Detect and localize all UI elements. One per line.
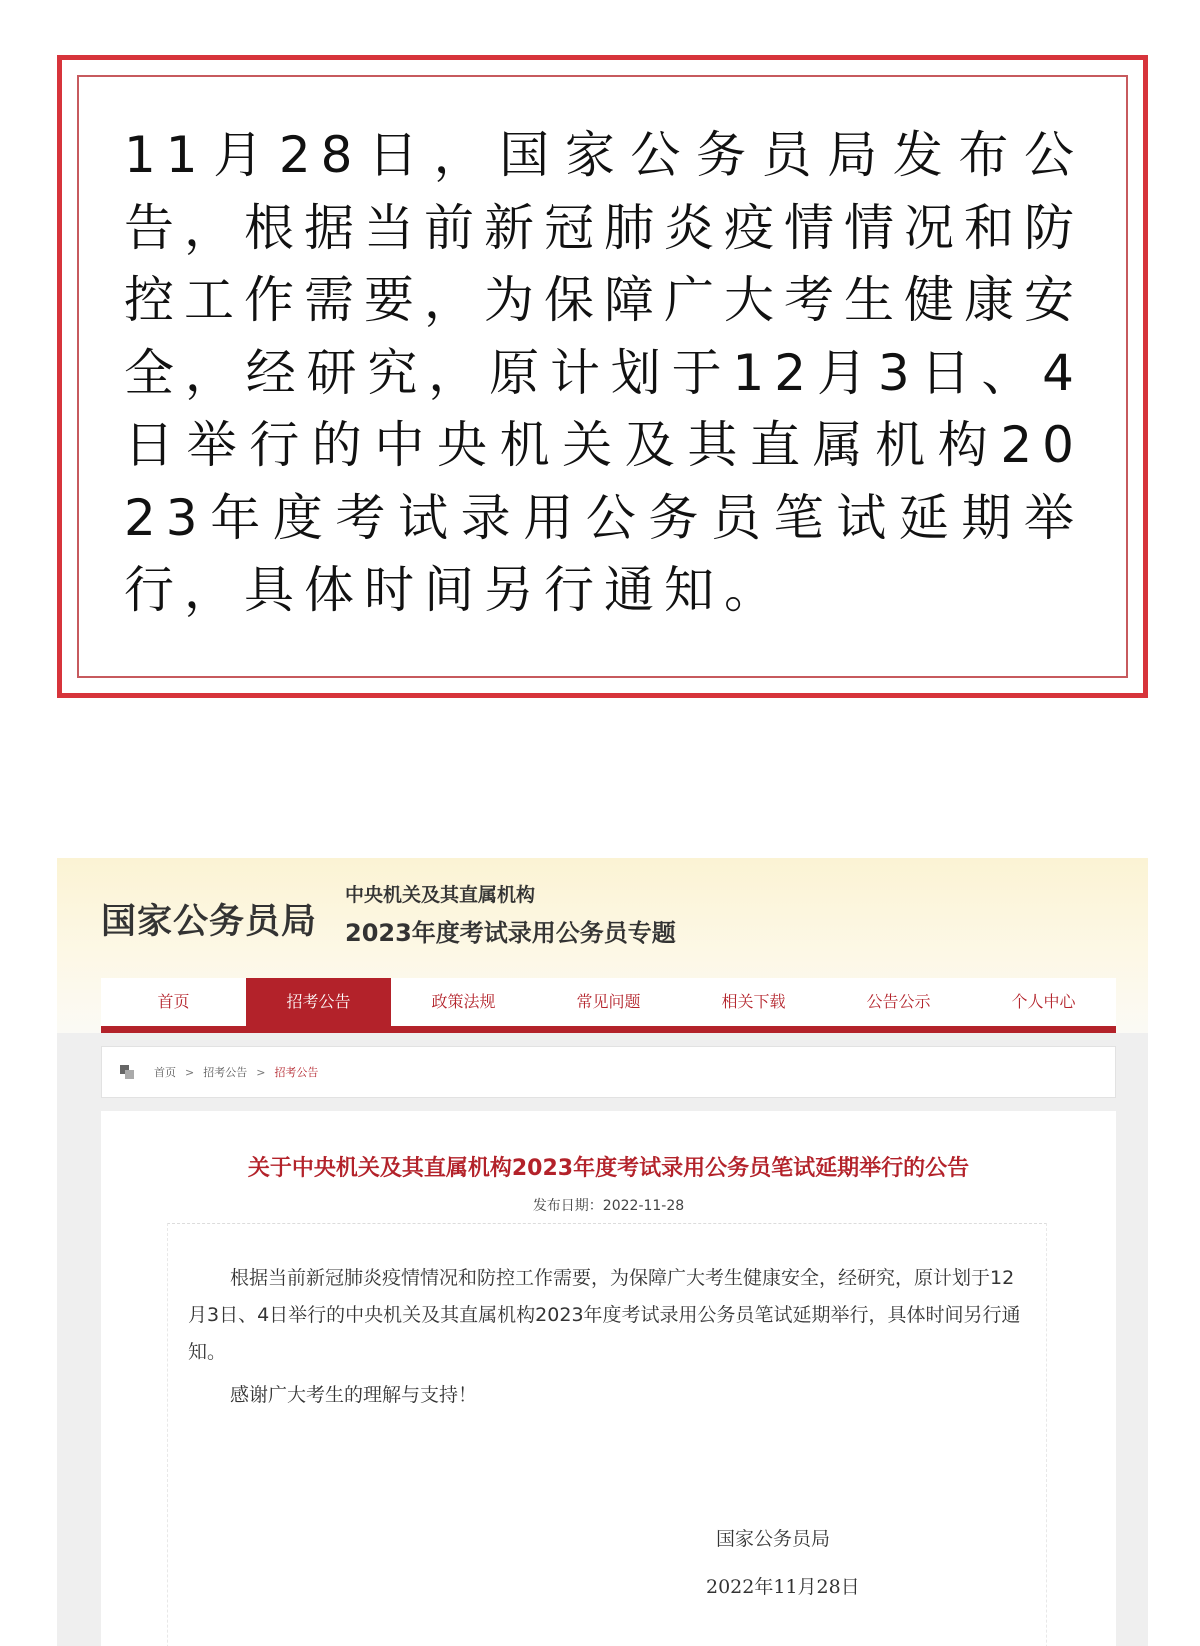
notice-frame <box>57 55 1148 698</box>
location-icon <box>120 1065 134 1079</box>
nav-item-recruitment[interactable]: 招考公告 <box>246 978 391 1026</box>
article-body <box>167 1223 1047 1646</box>
nav-item-faq[interactable]: 常见问题 <box>576 992 641 1011</box>
article-container <box>101 1111 1116 1646</box>
article-date: 发布日期：2022-11-28 <box>532 1198 685 1214</box>
nav-item-personal-center[interactable]: 个人中心 <box>1011 992 1076 1011</box>
notice-inner-border <box>77 75 1128 678</box>
breadcrumb-separator: > <box>256 1065 266 1079</box>
breadcrumb-item-home[interactable]: 首页 <box>154 1066 176 1079</box>
article-paragraph: 根据当前新冠肺炎疫情情况和防控工作需要，为保障广大考生健康安全，经研究，原计划于12月3日、4日举行的中央机关及其直属机构2023年度考试录用公务员笔试延期举行，具体时间另行通知。 <box>188 1267 1021 1363</box>
article-thanks: 感谢广大考生的理解与支持！ <box>230 1384 478 1406</box>
nav-item-home[interactable]: 首页 <box>157 992 190 1011</box>
nav-item-downloads[interactable]: 相关下载 <box>721 992 786 1011</box>
breadcrumb-item-recruitment[interactable]: 招考公告 <box>203 1066 248 1079</box>
notice-text: 11月28日，国家公务员局发布公告，根据当前新冠肺炎疫情情况和防控工作需要，为保障广大考生健康安全，经研究，原计划于12月3日、4日举行的中央机关及其直属机构2023年度考试录用公务员笔试延期举行，具体时间另行通知。 <box>124 126 1084 619</box>
breadcrumb-separator: > <box>185 1065 195 1079</box>
breadcrumb <box>101 1046 1116 1098</box>
website-screenshot <box>57 858 1148 1646</box>
article-sign-date: 2022年11月28日 <box>706 1576 860 1598</box>
article-signature: 国家公务员局 <box>716 1528 831 1550</box>
site-subtitle-line2: 2023年度考试录用公务员专题 <box>345 919 676 947</box>
nav-item-announcements[interactable]: 公告公示 <box>866 992 931 1011</box>
site-logo[interactable]: 国家公务员局 <box>101 902 318 942</box>
site-subtitle-line1: 中央机关及其直属机构 <box>345 884 536 906</box>
breadcrumb-current: 招考公告 <box>274 1066 319 1079</box>
article-title: 关于中央机关及其直属机构2023年度考试录用公务员笔试延期举行的公告 <box>247 1156 970 1181</box>
main-nav <box>101 978 1116 1033</box>
nav-item-policy[interactable]: 政策法规 <box>431 992 496 1011</box>
site-header <box>57 858 1148 1033</box>
